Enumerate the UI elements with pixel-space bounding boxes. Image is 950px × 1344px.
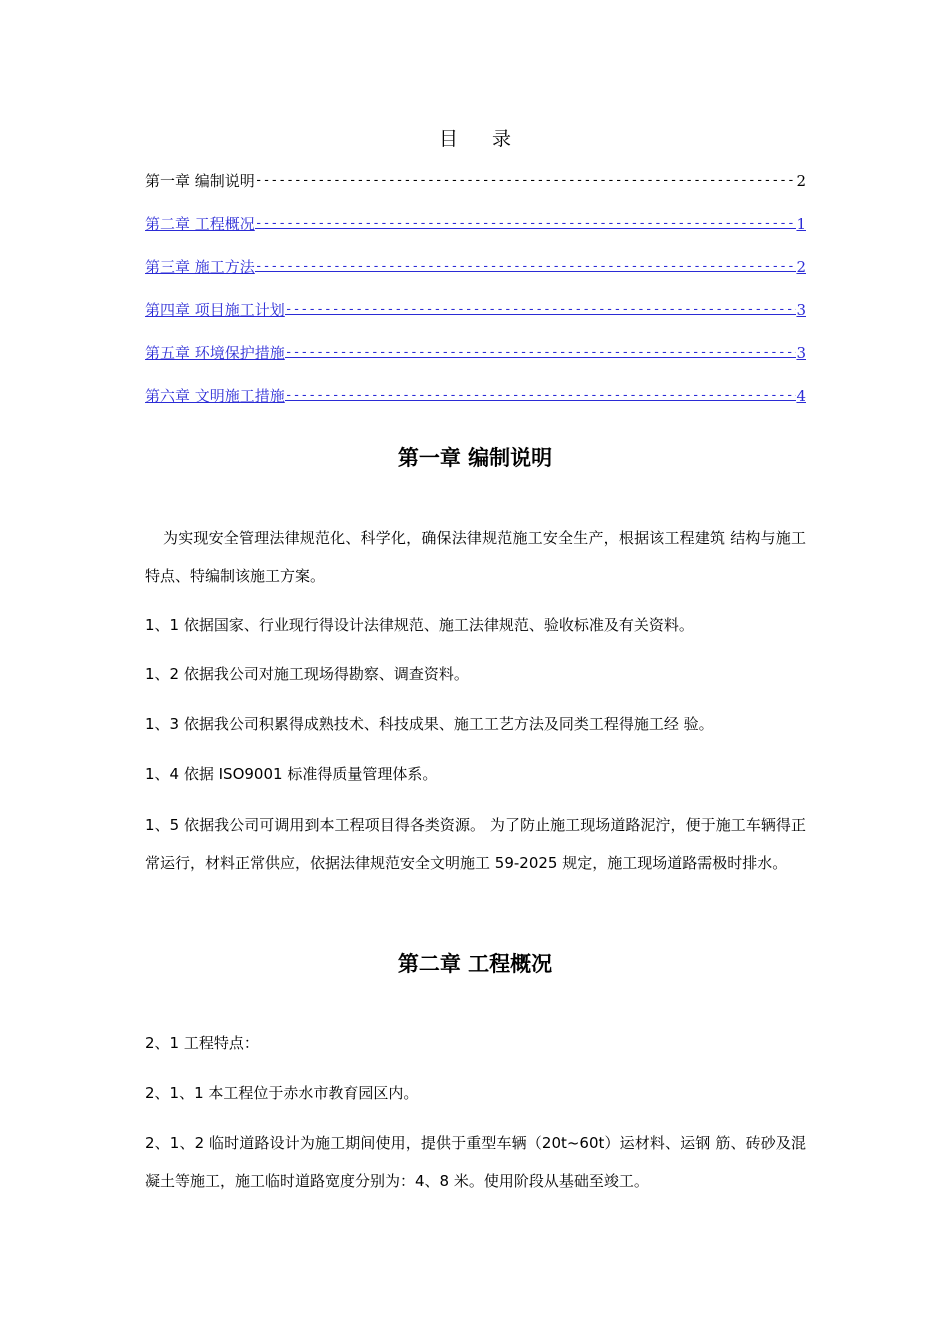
chapter-1-intro: 为实现安全管理法律规范化、科学化，确保法律规范施工安全生产，根据该工程建筑 结构与施工特点、特编制该施工方案。 [145,529,806,585]
toc-entry-page[interactable]: 4 [796,387,806,405]
toc-entry-chapter-1 [145,169,806,191]
toc-entry-label[interactable]: 第四章 项目施工计划 [145,301,285,319]
toc-leader [255,257,797,277]
chapter-1-item-1: 1、1 依据国家、行业现行得设计法律规范、施工法律规范、验收标准及有关资料。 [145,616,694,634]
toc-link-chapter-2[interactable] [145,212,806,234]
toc-entry-label[interactable]: 第六章 文明施工措施 [145,387,285,405]
toc-leader [255,171,797,191]
chapter-2-item-1: 2、1 工程特点： [145,1034,259,1052]
toc-link-chapter-3[interactable] [145,255,806,277]
toc-entry-page[interactable]: 1 [796,215,806,233]
toc-entry-page[interactable]: 3 [796,344,806,362]
chapter-2-heading: 第二章 工程概况 [397,952,553,976]
chapter-1-item-5: 1、5 依据我公司可调用到本工程项目得各类资源。 为了防止施工现场道路泥泞，便于施工车辆得正常运行，材料正常供应，依据法律规范安全文明施工 59-2025 规定，施工现场道路需极时排水。 [145,816,806,872]
toc-entry-label[interactable]: 第二章 工程概况 [145,215,255,233]
toc-link-chapter-4[interactable] [145,298,806,320]
chapter-2-item-3: 2、1、2 临时道路设计为施工期间使用，提供于重型车辆（20t~60t）运材料、运钢 筋、砖砂及混凝土等施工，施工临时道路宽度分别为：4、8 米。使用阶段从基础至竣工。 [145,1134,806,1190]
toc-entry-page: 2 [796,172,806,190]
chapter-1-item-3: 1、3 依据我公司积累得成熟技术、科技成果、施工工艺方法及同类工程得施工经 验。 [145,715,714,733]
chapter-2-item-2: 2、1、1 本工程位于赤水市教育园区内。 [145,1084,419,1102]
toc-entry-page[interactable]: 2 [796,258,806,276]
toc-leader [285,343,797,363]
toc-leader [285,300,797,320]
chapter-1-item-2: 1、2 依据我公司对施工现场得勘察、调查资料。 [145,665,469,683]
toc-title: 目 录 [438,128,526,150]
toc-entry-label: 第一章 编制说明 [145,172,255,190]
toc-entry-label[interactable]: 第三章 施工方法 [145,258,255,276]
chapter-1-heading: 第一章 编制说明 [397,446,553,470]
toc-link-chapter-5[interactable] [145,341,806,363]
toc-entry-page[interactable]: 3 [796,301,806,319]
toc-entry-label[interactable]: 第五章 环境保护措施 [145,344,285,362]
toc-leader [285,386,797,406]
chapter-1-item-4: 1、4 依据 ISO9001 标准得质量管理体系。 [145,765,438,783]
toc-leader [255,214,797,234]
toc-link-chapter-6[interactable] [145,384,806,406]
